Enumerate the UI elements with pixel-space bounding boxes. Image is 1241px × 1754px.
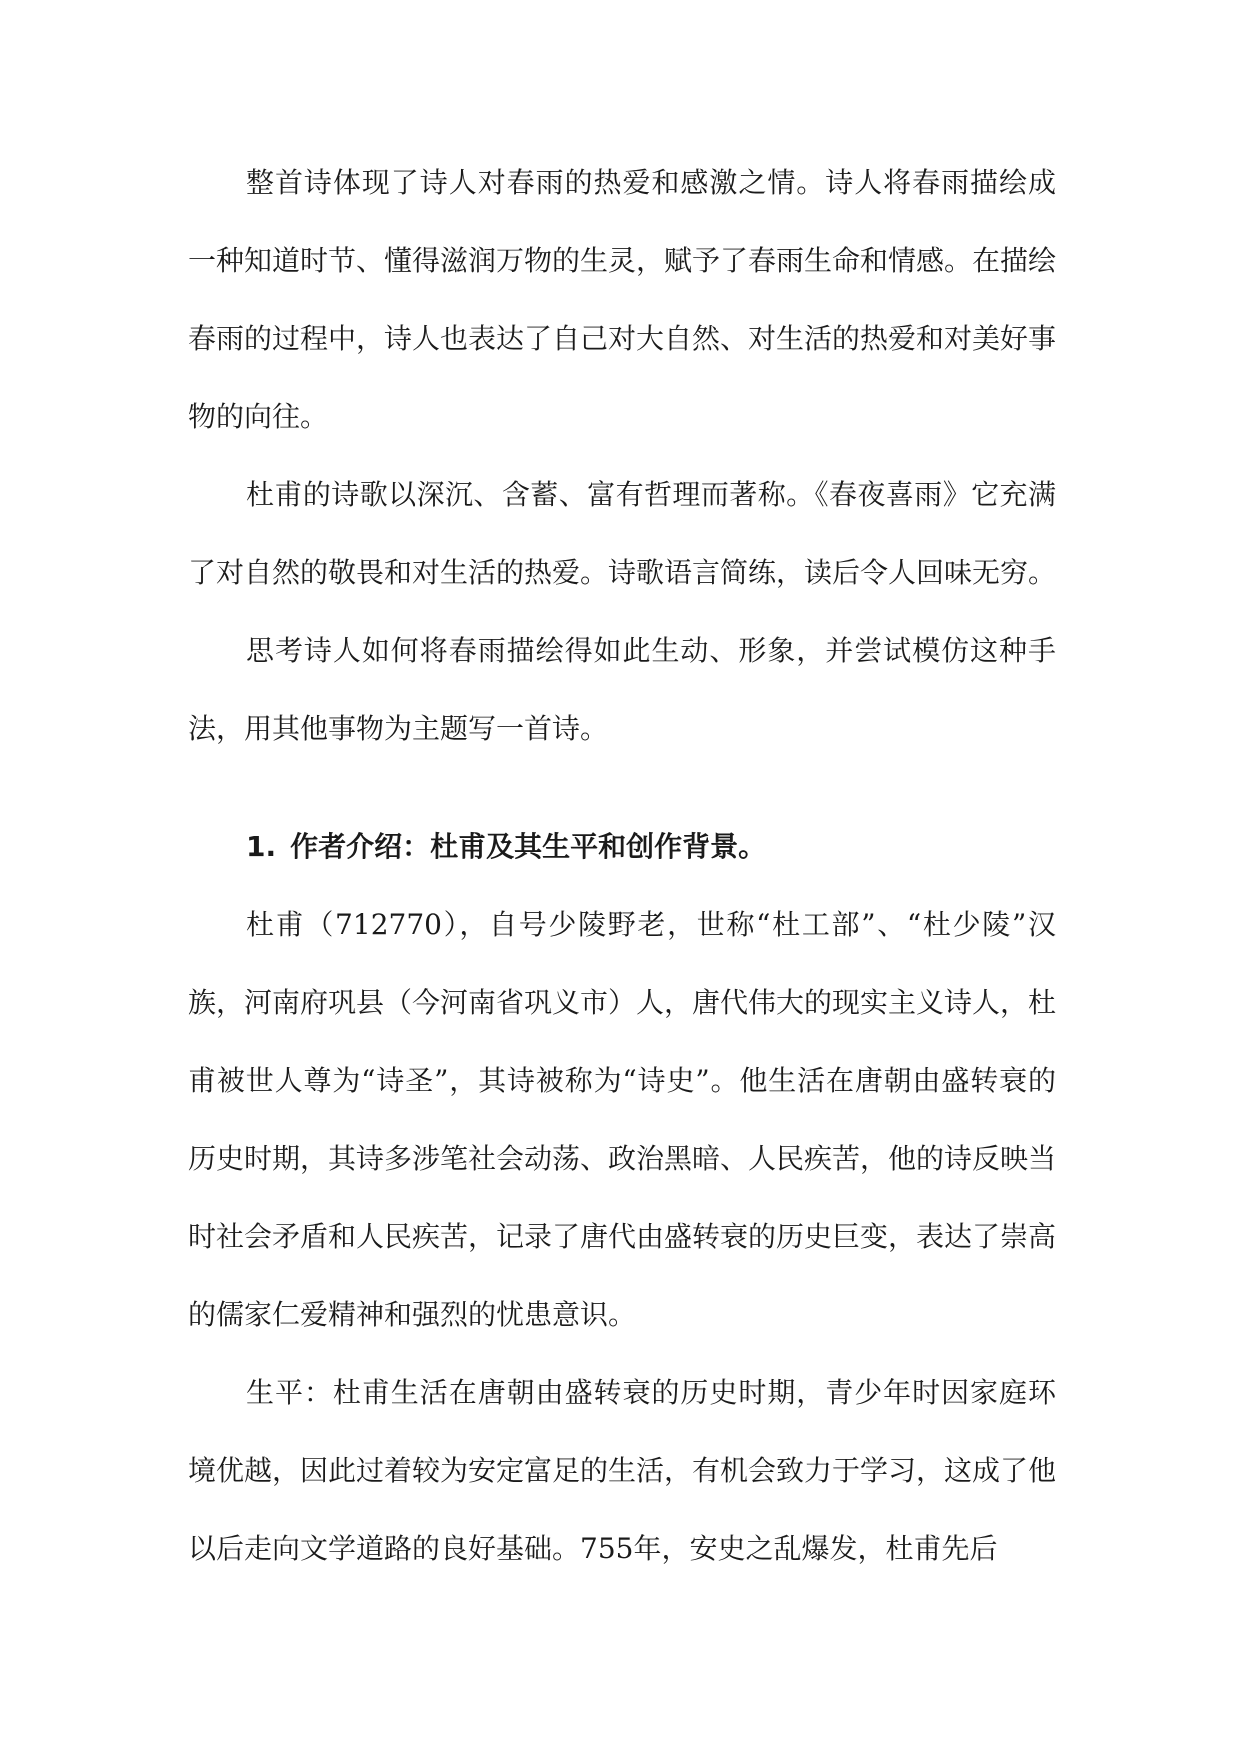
- paragraph-exercise: 思考诗人如何将春雨描绘得如此生动、形象，并尝试模仿这种手法，用其他事物为主题写一首诗。: [188, 634, 1056, 745]
- paragraph-life: 生平：杜甫生活在唐朝由盛转衰的历史时期，青少年时因家庭环境优越，因此过着较为安定富足的生活，有机会致力于学习，这成了他以后走向文学道路的良好基础。755年，安史之乱爆发，杜甫先后: [188, 1376, 1057, 1565]
- paragraph-dufu-style: 杜甫的诗歌以深沉、含蓄、富有哲理而著称。《春夜喜雨》它充满了对自然的敬畏和对生活的热爱。诗歌语言简练，读后令人回味无穷。: [188, 478, 1057, 589]
- document-body: [188, 144, 1056, 1588]
- section-heading: [188, 808, 1056, 886]
- paragraph-poem-emotion: 整首诗体现了诗人对春雨的热爱和感激之情。诗人将春雨描绘成一种知道时节、懂得滋润万物的生灵，赋予了春雨生命和情感。在描绘春雨的过程中，诗人也表达了自己对大自然、对生活的热爱和对美好事物的向往。: [188, 166, 1057, 433]
- section-title: 作者介绍：杜甫及其生平和创作背景。: [290, 830, 767, 863]
- section-number: 1.: [246, 830, 277, 863]
- paragraph-author-intro: 杜甫（712770），自号少陵野老，世称“杜工部”、“杜少陵”汉族，河南府巩县（今河南省巩义市）人，唐代伟大的现实主义诗人，杜甫被世人尊为“诗圣”，其诗被称为“诗史”。他生活在唐朝由盛转衰的历史时期，其诗多涉笔社会动荡、政治黑暗、人民疾苦，他的诗反映当时社会矛盾和人民疾苦，记录了唐代由盛转衰的历史巨变，表达了崇高的儒家仁爱精神和强烈的忧患意识。: [188, 908, 1057, 1331]
